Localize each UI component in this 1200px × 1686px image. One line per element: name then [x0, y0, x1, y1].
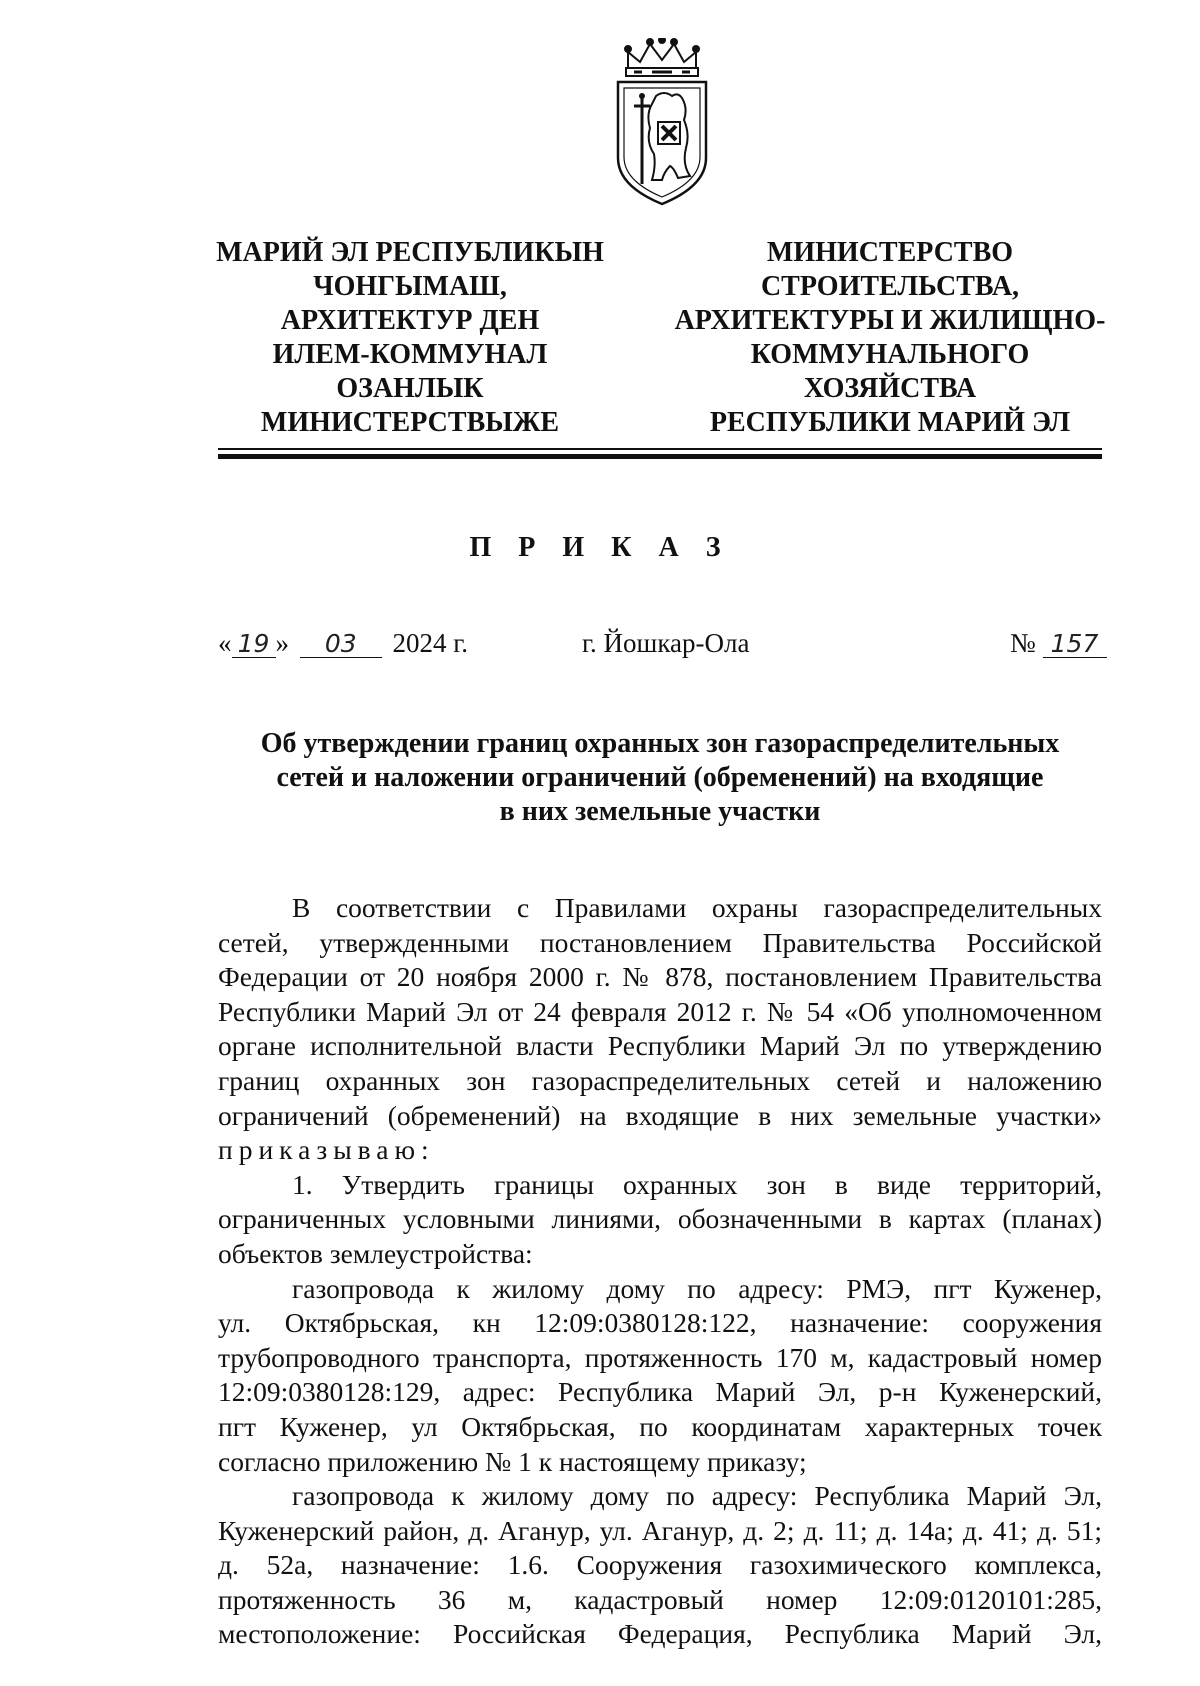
order-city: г. Йошкар-Ола	[582, 628, 750, 658]
date-quote-open: «	[218, 628, 232, 658]
body-text-line: протяженность 36 м, кадастровый номер 12:09:0120101:285,	[218, 1583, 1102, 1615]
header-left-line: МАРИЙ ЭЛ РЕСПУБЛИКЫН	[216, 237, 604, 268]
body-text-line: приказываю:	[218, 1134, 435, 1166]
order-number	[1010, 628, 1107, 659]
header-mari-ministry-name	[200, 236, 620, 440]
body-text-line: ул. Октябрьская, кн 12:09:0380128:122, назначение: сооружения	[218, 1307, 1102, 1339]
number-label: №	[1010, 628, 1036, 658]
header-left-line: ОЗАНЛЫК	[336, 373, 484, 404]
header-right-line: ХОЗЯЙСТВА	[803, 373, 977, 404]
body-text-line: 12:09:0380128:129, адрес: Республика Марий Эл, р-н Куженерский,	[218, 1376, 1102, 1408]
header-left-line: ЧОНГЫМАШ,	[313, 271, 507, 302]
header-right-line: СТРОИТЕЛЬСТВА,	[760, 271, 1020, 302]
coat-of-arms-emblem	[606, 38, 718, 208]
body-text-line: местоположение: Российская Федерация, Республика Марий Эл,	[218, 1618, 1102, 1650]
header-divider-thick	[218, 454, 1102, 459]
header-right-line: РЕСПУБЛИКИ МАРИЙ ЭЛ	[709, 407, 1071, 438]
header-russian-ministry-name	[660, 236, 1120, 440]
header-right-line: КОММУНАЛЬНОГО	[750, 339, 1030, 370]
body-text-line: согласно приложению № 1 к настоящему приказу;	[218, 1445, 807, 1477]
body-text-line: ограниченных условными линиями, обозначенными в картах (планах)	[218, 1203, 1102, 1235]
header-right-line: МИНИСТЕРСТВО	[766, 237, 1014, 268]
number-handwritten: 157	[1043, 631, 1107, 658]
subject-line: сетей и наложении ограничений (обременений) на входящие	[276, 762, 1044, 793]
order-subject	[218, 727, 1102, 829]
body-text-line: ограничений (обременений) на входящие в них земельные участки»	[218, 1099, 1102, 1131]
body-text-line: д. 52а, назначение: 1.6. Сооружения газохимического комплекса,	[218, 1549, 1102, 1581]
date-month-handwritten: 03	[300, 631, 382, 658]
body-text-line: пгт Куженер, ул Октябрьская, по координатам характерных точек	[218, 1410, 1102, 1442]
body-text-line: Республики Марий Эл от 24 февраля 2012 г. № 54 «Об уполномоченном	[218, 995, 1102, 1027]
header-left-line: ИЛЕМ-КОММУНАЛ	[272, 339, 548, 370]
header-left-line: МИНИСТЕРСТВЫЖЕ	[260, 407, 560, 438]
body-text-line: В соответствии с Правилами охраны газораспределительных	[292, 892, 1102, 923]
date-year: 2024 г.	[392, 628, 469, 658]
order-body-text	[218, 891, 1102, 1652]
body-text-line: газопровода к жилому дому по адресу: РМЭ, пгт Куженер,	[292, 1272, 1102, 1304]
date-day-handwritten: 19	[232, 631, 276, 658]
document-type-title: П Р И К А З	[469, 532, 731, 563]
body-text-line: границ охранных зон газораспределительных сетей и наложению	[218, 1064, 1102, 1096]
body-text-line: 1. Утвердить границы охранных зон в виде территорий,	[292, 1168, 1102, 1200]
body-text-line: Федерации от 20 ноября 2000 г. № 878, постановлением Правительства	[218, 961, 1102, 993]
subject-line: в них земельные участки	[499, 796, 821, 827]
header-divider-thin	[218, 448, 1102, 450]
order-date	[218, 628, 468, 659]
subject-line: Об утверждении границ охранных зон газораспределительных	[260, 728, 1060, 759]
date-quote-close: »	[275, 628, 289, 658]
header-left-line: АРХИТЕКТУР ДЕН	[280, 305, 540, 336]
body-text-line: сетей, утвержденными постановлением Правительства Российской	[218, 926, 1102, 958]
body-text-line: трубопроводного транспорта, протяженность 170 м, кадастровый номер	[218, 1341, 1102, 1373]
body-text-line: органе исполнительной власти Республики Марий Эл по утверждению	[218, 1030, 1102, 1062]
body-text-line: Куженерский район, д. Аганур, ул. Аганур, д. 2; д. 11; д. 14а; д. 41; д. 51;	[218, 1514, 1102, 1546]
body-text-line: объектов землеустройства:	[218, 1237, 533, 1269]
body-text-line: газопровода к жилому дому по адресу: Республика Марий Эл,	[292, 1480, 1102, 1512]
header-right-line: АРХИТЕКТУРЫ И ЖИЛИЩНО-	[674, 305, 1106, 336]
